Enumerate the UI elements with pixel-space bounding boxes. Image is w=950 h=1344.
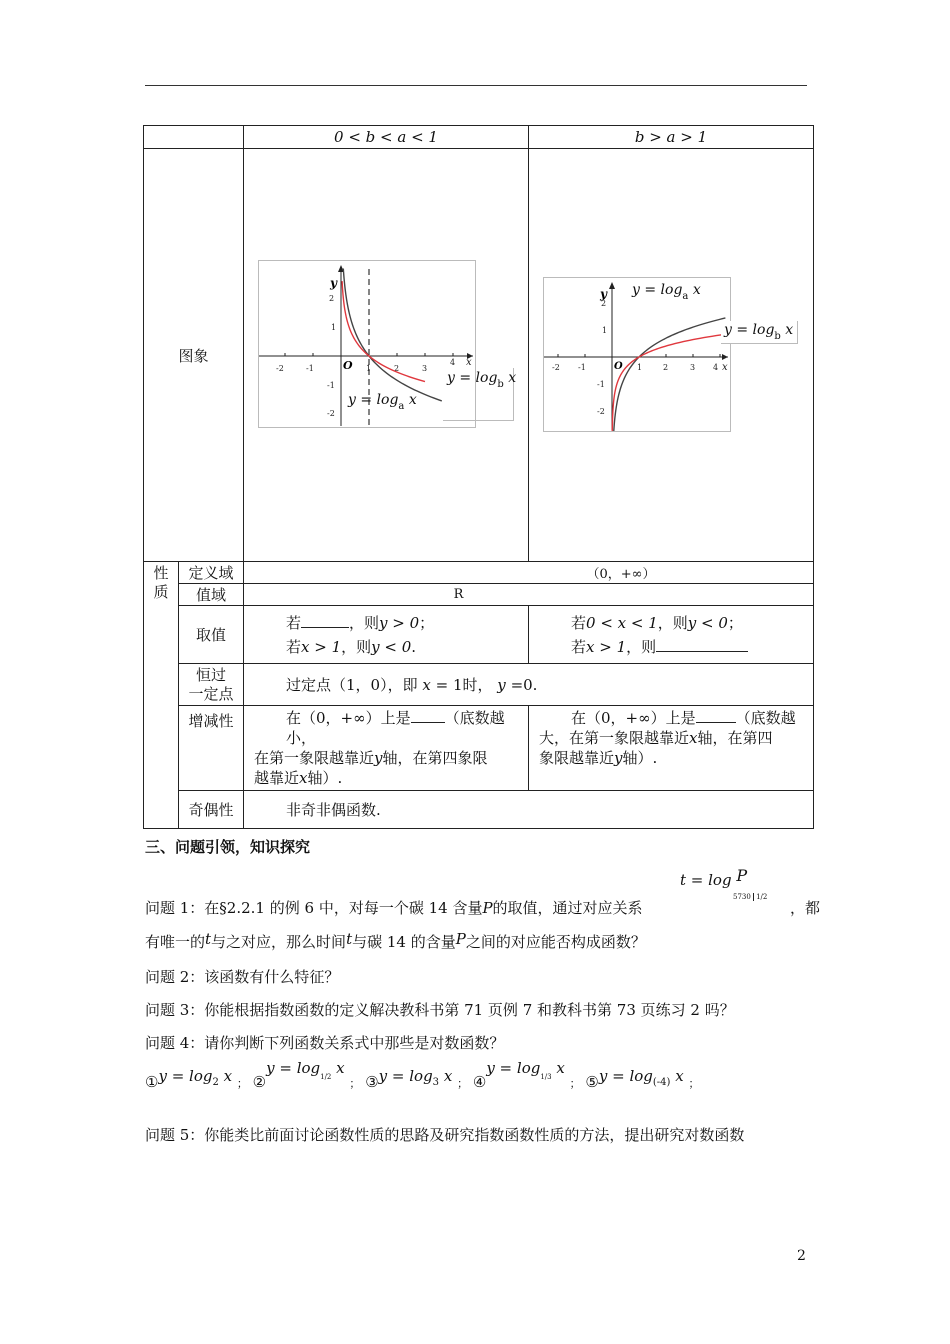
parity-value: 非奇非偶函数. — [244, 791, 814, 829]
math: y — [614, 749, 623, 767]
label-line: 一定点 — [188, 684, 234, 703]
graph-right-label-b — [724, 322, 794, 342]
values-left — [244, 606, 529, 664]
math: x — [508, 370, 517, 386]
page-number: 2 — [797, 1248, 806, 1264]
text: 与碳 14 的含量 — [352, 933, 456, 951]
y-axis-label: y — [330, 276, 337, 290]
text: 越靠近 — [254, 769, 300, 787]
math: x — [223, 1067, 233, 1085]
q4: 问题 4：请你判断下列函数关系式中那些是对数函数？ — [145, 1034, 505, 1052]
text: y = log — [447, 370, 498, 386]
math: y = log — [598, 1067, 653, 1085]
values-label: 取值 — [179, 606, 244, 664]
text: 有唯一的 — [145, 933, 206, 951]
y-tick-label: 1 — [602, 326, 608, 335]
q3: 问题 3：你能根据指数函数的定义解决教科书第 71 页例 7 和教科书第 73 页练习 2 吗？ — [145, 1001, 735, 1019]
text: 的取值，通过对应关系 — [492, 899, 643, 917]
subscript: 1/2 — [753, 893, 767, 901]
item-number: ④ — [472, 1073, 487, 1091]
item-number: ⑤ — [585, 1073, 599, 1091]
math: 0 < x < 1 — [586, 613, 658, 632]
x-tick-label: -1 — [306, 364, 314, 373]
q4-item — [145, 1067, 248, 1091]
label-line: 恒过 — [195, 665, 226, 684]
mono-right-l2 — [539, 728, 805, 748]
text: y = log — [632, 282, 683, 298]
row-domain — [144, 562, 814, 584]
math: x — [336, 1059, 345, 1077]
math: y = log — [266, 1059, 321, 1077]
text: y = log — [348, 392, 399, 408]
text: （底数越 — [735, 709, 796, 727]
row-parity — [144, 791, 814, 829]
x-tick-label: -1 — [578, 363, 586, 372]
row-values — [144, 606, 814, 664]
mono-left-l3 — [254, 768, 520, 788]
text: （底数越小， — [286, 709, 505, 747]
math: x — [408, 392, 417, 408]
text: ，则 — [657, 613, 688, 632]
text: ； — [727, 613, 743, 632]
text: 若 — [286, 613, 302, 632]
subscript: 1/3 — [540, 1073, 552, 1081]
x-axis-label: x — [722, 362, 728, 373]
text: y = log — [724, 322, 775, 338]
parity-label: 奇偶性 — [179, 791, 244, 829]
math: y < 0 — [687, 613, 728, 632]
x-tick-label: 1 — [366, 364, 372, 373]
math: y < 0 — [371, 637, 412, 656]
math: x > 1 — [301, 637, 342, 656]
mono-left-l2 — [254, 748, 520, 768]
text: ； — [419, 613, 435, 632]
row-fixed-point — [144, 664, 814, 706]
row-range — [144, 584, 814, 606]
subscript: 3 — [432, 1077, 440, 1088]
subscript: 2 — [212, 1077, 219, 1088]
origin-label: O — [343, 359, 353, 372]
x-tick-label: 3 — [690, 363, 696, 372]
properties-table — [143, 125, 814, 829]
math: x > 1 — [586, 637, 627, 656]
y-axis-label: y — [600, 287, 607, 301]
math: x — [299, 769, 308, 787]
range-value: R — [244, 584, 814, 606]
text: 轴）. — [307, 769, 343, 787]
mono-right-l3 — [539, 748, 805, 768]
x-tick-label: -2 — [552, 363, 560, 372]
values-right — [529, 606, 814, 664]
math: P — [455, 930, 466, 948]
math: x — [443, 1067, 453, 1085]
x-tick-label: -2 — [276, 364, 284, 373]
y-axis-arrow — [609, 282, 615, 289]
text: ，则 — [341, 637, 372, 656]
math: t = log — [680, 871, 732, 889]
text: 轴）. — [622, 749, 658, 767]
math: y — [497, 676, 506, 694]
col-header-left: 0 < b < a < 1 — [244, 126, 529, 149]
origin-label: O — [614, 361, 623, 372]
mono-left-l1 — [254, 708, 520, 748]
math: x — [422, 676, 431, 694]
text: 过定点（1，0），即 — [286, 676, 418, 694]
text: 若 — [571, 613, 587, 632]
y-tick-label: 1 — [331, 323, 337, 332]
curve-log-a — [613, 318, 725, 431]
subscript: a — [398, 401, 405, 412]
text: ，则 — [626, 637, 657, 656]
graph-row-label: 图象 — [144, 149, 244, 562]
q1-line1 — [145, 898, 643, 918]
text: 若 — [286, 637, 302, 656]
text: 轴，在第四象限 — [382, 749, 488, 767]
y-tick-label: -1 — [327, 381, 335, 390]
graph-left-label-a — [348, 392, 417, 412]
separator: ； — [688, 1077, 700, 1090]
item-number: ② — [252, 1073, 267, 1091]
math: t — [205, 930, 212, 948]
text: 大，在第一象限越靠近 — [539, 729, 690, 747]
separator: ； — [457, 1077, 469, 1090]
math: P — [482, 899, 493, 917]
q1-line1-end: ，都 — [790, 899, 821, 917]
math: y = log — [158, 1067, 213, 1085]
y-tick-label: -2 — [597, 407, 605, 416]
q4-item — [585, 1067, 700, 1091]
text: 轴，在第四 — [697, 729, 773, 747]
x-tick-label: 1 — [637, 363, 643, 372]
q5: 问题 5：你能类比前面讨论函数性质的思路及研究指数函数性质的方法，提出研究对数函数 — [145, 1126, 745, 1144]
col-header-right: b > a > 1 — [529, 126, 814, 149]
answer-blank — [696, 722, 736, 723]
q4-item — [365, 1067, 469, 1091]
item-number: ① — [145, 1073, 159, 1091]
curve-log-a — [342, 269, 442, 401]
text: 若 — [571, 637, 587, 656]
math: y > 0 — [379, 613, 420, 632]
text: =0. — [510, 676, 538, 694]
text: 象限越靠近 — [539, 749, 615, 767]
math: y = log — [486, 1059, 541, 1077]
values-left-line1 — [286, 611, 528, 635]
domain-label: 定义域 — [179, 562, 244, 584]
q4-item — [472, 1059, 581, 1091]
answer-blank — [656, 651, 748, 652]
math: P — [736, 866, 748, 885]
graph-left-label-b — [447, 370, 517, 390]
text: 在（0，+∞）上是 — [286, 709, 411, 727]
y-tick-label: 2 — [601, 299, 607, 308]
graph-right — [544, 278, 730, 431]
separator: ； — [236, 1077, 248, 1090]
curve-log-b — [612, 334, 725, 431]
q1-formula — [680, 866, 748, 889]
graph-right-label-a — [632, 282, 701, 302]
x-tick-label: 4 — [450, 358, 456, 367]
math: y — [374, 749, 383, 767]
x-tick-label: 4 — [713, 363, 719, 372]
props-label-text: 性质 — [153, 564, 169, 601]
separator: ； — [569, 1077, 581, 1090]
text: ，则 — [349, 613, 380, 632]
x-tick-label: 2 — [663, 363, 669, 372]
answer-blank — [411, 722, 445, 723]
separator: ； — [349, 1077, 361, 1090]
subscript: (-4) — [652, 1077, 671, 1088]
math: x — [785, 322, 794, 338]
math: y = log — [378, 1067, 433, 1085]
x-tick-label: 3 — [422, 364, 428, 373]
q4-item — [252, 1059, 361, 1091]
monotonic-right — [529, 706, 814, 791]
fixed-point-value — [244, 664, 814, 706]
row-monotonic — [144, 706, 814, 791]
corner-cell — [144, 126, 244, 149]
values-left-line2 — [286, 635, 528, 659]
q2: 问题 2：该函数有什么特征？ — [145, 968, 340, 986]
q1-line2 — [145, 932, 646, 952]
text: = 1时， — [435, 676, 493, 694]
subscript: 5730 — [733, 893, 751, 901]
math: x — [675, 1067, 684, 1085]
text: 与之对应，那么时间 — [211, 933, 347, 951]
header-row — [144, 126, 814, 149]
subscript: 1/2 — [320, 1073, 332, 1081]
x-axis-label: x — [466, 357, 472, 368]
range-label: 值域 — [179, 584, 244, 606]
values-right-line1 — [571, 611, 813, 635]
y-tick-label: -1 — [597, 380, 605, 389]
values-right-line2 — [571, 635, 813, 659]
text: . — [411, 637, 417, 656]
mono-right-l1 — [539, 708, 805, 728]
q4-items — [145, 1059, 700, 1095]
x-axis-arrow — [722, 354, 728, 360]
monotonic-left — [244, 706, 529, 791]
item-number: ③ — [365, 1073, 379, 1091]
subscript: b — [774, 331, 781, 342]
domain-value: （0，+∞） — [244, 562, 814, 584]
section-title: 三、问题引领，知识探究 — [145, 838, 311, 856]
header-rule — [145, 85, 807, 86]
text: 之间的对应能否构成函数？ — [465, 933, 646, 951]
y-tick-label: 2 — [329, 294, 335, 303]
fixed-point-label — [179, 664, 244, 706]
text: 问题 1：在§2.2.1 的例 6 中，对每一个碳 14 含量 — [145, 899, 483, 917]
q1-formula-base — [733, 893, 767, 901]
graph-right-frame — [543, 277, 731, 432]
text: 在第一象限越靠近 — [254, 749, 375, 767]
x-tick-labels — [552, 362, 728, 373]
y-tick-label: -2 — [327, 409, 335, 418]
math: t — [346, 930, 353, 948]
subscript: a — [682, 291, 689, 302]
x-tick-label: 2 — [394, 364, 400, 373]
answer-blank — [301, 627, 349, 628]
monotonic-label: 增减性 — [179, 706, 244, 791]
math: x — [689, 729, 698, 747]
props-label — [144, 562, 179, 829]
math: x — [692, 282, 701, 298]
subscript: b — [497, 379, 504, 390]
text: 在（0，+∞）上是 — [571, 709, 696, 727]
math: x — [556, 1059, 565, 1077]
